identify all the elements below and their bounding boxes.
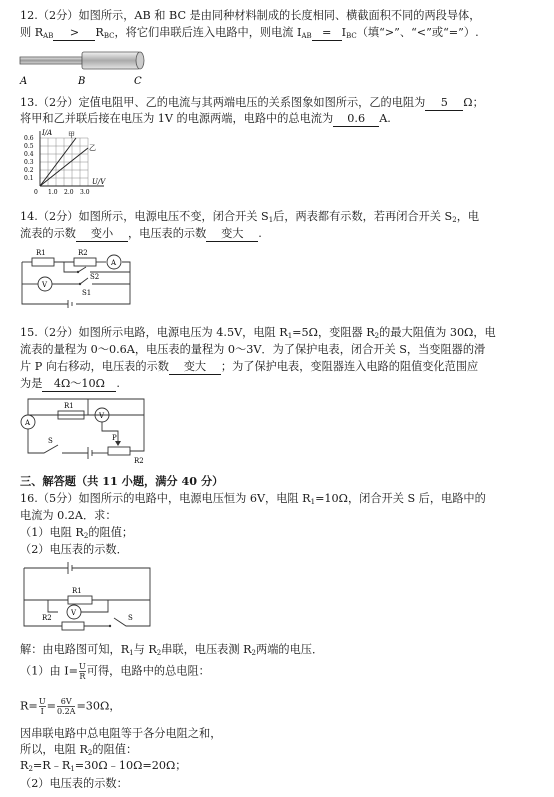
solution-line6: $R_2=R﹣R_1=30\Omega﹣10\Omega=20\Omega$； (20, 759, 187, 773)
label-s1: S1 (82, 289, 92, 297)
q15-answer1: 变大 (169, 359, 221, 375)
label-r2: R2 (42, 614, 52, 622)
q14-line1: 14.（2分）如图所示，电源电压不变，闭合开关 $S_1$后，两表都有示数，若再闭合开关 $S_2$，电 (20, 210, 480, 224)
voltmeter-label: V (99, 412, 105, 420)
label-jia: 甲 (68, 131, 75, 139)
q13-answer2: 0.6 (333, 111, 379, 127)
solution-line4: 因串联电路中总电阻等于各分电阻之和， (20, 727, 222, 740)
x-tick: 0 (34, 189, 38, 196)
ammeter-label: A (111, 259, 117, 267)
q12-answer2: = (312, 25, 342, 41)
q15-line1: 15.（2分）如图所示电路，电源电压为 4.5V，电阻 $R_1=5\Omega$，变阻器 $R_2$的最大阻值为 30Ω，电 (20, 326, 496, 340)
label-s: S (48, 437, 53, 445)
label-b: B (78, 76, 86, 87)
y-tick: 0.4 (24, 151, 34, 158)
y-tick: 0.3 (24, 159, 34, 166)
q12-answer1: > (53, 25, 95, 41)
q15-line3: 片 P 向右移动，电压表的示数 变大 ；为了保护电表，变阻器连入电路的阻值变化范围应 (20, 360, 479, 373)
solution-line7: （2）电压表的示数： (20, 777, 128, 790)
q14-answer2: 变大 (206, 226, 258, 242)
q15-answer2: 4Ω～10Ω (42, 376, 116, 392)
x-tick: 3.0 (80, 189, 90, 196)
ammeter-label: A (25, 419, 31, 427)
label-r1: R1 (36, 249, 46, 257)
q12-conductor-figure (18, 46, 158, 88)
y-unit: I/A (42, 129, 53, 137)
label-s: S (128, 614, 133, 622)
q12-line2: 则 $R_{AB} > R_{BC}$，将它们串联后连入电路中，则电流 $I_{AB} = I_{BC}$（填“>”、“<”或“=”）. (20, 26, 479, 40)
q12-line1: 12.（2分）如图所示，AB 和 BC 是由同种材料制成的长度相同、横截面积不同的两段导体， (20, 9, 481, 22)
q15-line4: 为是 4Ω～10Ω . (20, 377, 120, 390)
q15-circuit (18, 395, 158, 467)
label-yi: 乙 (89, 144, 96, 152)
solution-line2: （1）由 I= $\frac{U}{R}$ 可得，电路中的总电阻： (20, 662, 210, 681)
label-s2: S2 (90, 273, 100, 281)
q14-circuit (18, 244, 136, 312)
q16-line2: 电流为 0.2A．求： (20, 509, 117, 522)
label-r2: R2 (134, 457, 144, 465)
q13-answer1: 5 (425, 95, 463, 111)
x-unit: U/V (92, 178, 106, 186)
label-r2: R2 (78, 249, 88, 257)
q14-line2: 流表的示数 变小 ，电压表的示数 变大 . (20, 227, 262, 240)
label-r1: R1 (64, 402, 74, 410)
voltmeter-label: V (42, 281, 48, 289)
y-tick: 0.1 (24, 175, 34, 182)
label-c: C (134, 76, 142, 87)
section3-title: 三、解答题（共 11 小题，满分 40 分） (20, 474, 224, 488)
label-a: A (20, 76, 28, 87)
fraction: $\frac{U}{I}$ (38, 697, 46, 716)
q13-line1: 13.（2分）定值电阻甲、乙的电流与其两端电压的关系图象如图所示，乙的电阻为 5 Ω； (20, 96, 484, 109)
fraction: $\frac{U}{R}$ (79, 662, 86, 681)
q16-item1: （1）电阻 $R_2$的阻值； (20, 526, 134, 540)
q14-answer1: 变小 (76, 226, 128, 242)
solution-line1: 解：由电路图可知，$R_1$与 $R_2$串联，电压表测 $R_2$两端的电压． (20, 643, 324, 657)
label-p: P (112, 434, 117, 442)
x-tick: 2.0 (64, 189, 74, 196)
voltmeter-label: V (71, 609, 77, 617)
q16-line1: 16.（5分）如图所示的电路中，电源电压恒为 6V，电阻 $R_1=10\Omega$，闭合开关 S 后，电路中的 (20, 492, 486, 506)
q13-line2: 将甲和乙并联后接在电压为 1V 的电源两端，电路中的总电流为 0.6 A. (20, 112, 391, 125)
x-tick: 1.0 (48, 189, 58, 196)
solution-line5: 所以，电阻 $R_2$的阻值： (20, 743, 138, 757)
q16-circuit (18, 562, 158, 634)
label-r1: R1 (72, 587, 82, 595)
y-tick: 0.6 (24, 135, 34, 142)
q13-iv-graph (18, 128, 113, 198)
solution-line3: R= $\frac{U}{I}$ = $\frac{6V}{0.2A}$ =30Ω， (20, 697, 121, 716)
fraction: $\frac{6V}{0.2A}$ (56, 697, 76, 716)
q16-item2: （2）电压表的示数． (20, 543, 128, 556)
y-tick: 0.5 (24, 143, 34, 150)
y-tick: 0.2 (24, 167, 34, 174)
q15-line2: 流表的量程为 0～0.6A，电压表的量程为 0～3V．为了保护电表，闭合开关 S，当变阻器的滑 (20, 343, 486, 356)
